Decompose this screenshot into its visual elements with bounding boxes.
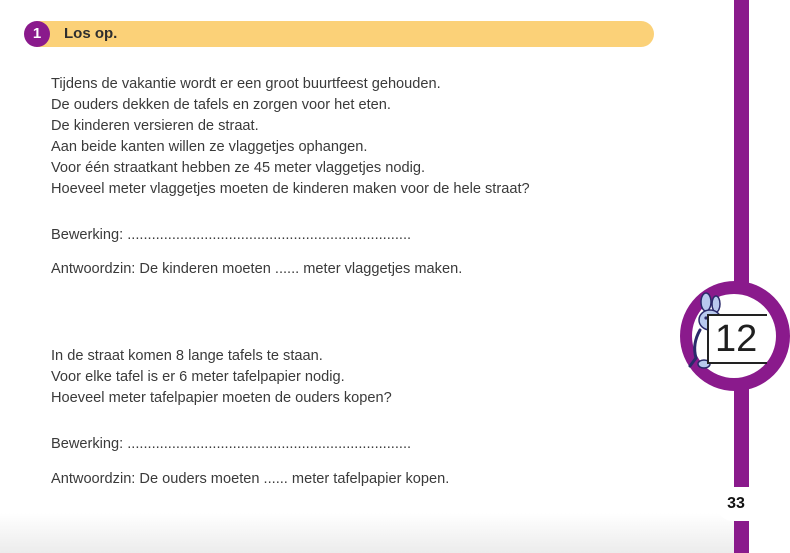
exercise-header-bar <box>26 21 654 47</box>
page-number: 33 <box>716 487 756 521</box>
page-edge-strip <box>734 0 749 553</box>
problem-1-line: De kinderen versieren de straat. <box>51 118 259 134</box>
problem-2-antwoordzin: Antwoordzin: De ouders moeten ...... meter tafelpapier kopen. <box>51 471 450 487</box>
problem-1-text <box>51 74 530 200</box>
problem-1-line: Aan beide kanten willen ze vlaggetjes ophangen. <box>51 139 368 155</box>
problem-2-line: Voor elke tafel is er 6 meter tafelpapier nodig. <box>51 369 345 385</box>
exercise-number-badge: 1 <box>24 21 50 47</box>
problem-1-line: De ouders dekken de tafels en zorgen voor het eten. <box>51 97 391 113</box>
problem-1-line: Tijdens de vakantie wordt er een groot buurtfeest gehouden. <box>51 76 441 92</box>
exercise-title: Los op. <box>64 25 118 42</box>
problem-2-bewerking: Bewerking: ...................................................................... <box>51 436 412 452</box>
problem-1-question: Hoeveel meter vlaggetjes moeten de kinderen maken voor de hele straat? <box>51 181 530 197</box>
problem-1-line: Voor één straatkant hebben ze 45 meter vlaggetjes nodig. <box>51 160 426 176</box>
problem-1-antwoordzin: Antwoordzin: De kinderen moeten ...... meter vlaggetjes maken. <box>51 261 463 277</box>
problem-1-bewerking: Bewerking: ...................................................................... <box>51 227 412 243</box>
chapter-number: 12 <box>707 314 767 364</box>
problem-2-question: Hoeveel meter tafelpapier moeten de ouders kopen? <box>51 390 392 406</box>
page-bottom-shade <box>0 513 749 553</box>
problem-2-line: In de straat komen 8 lange tafels te staan. <box>51 348 323 364</box>
problem-2-text <box>51 346 392 409</box>
